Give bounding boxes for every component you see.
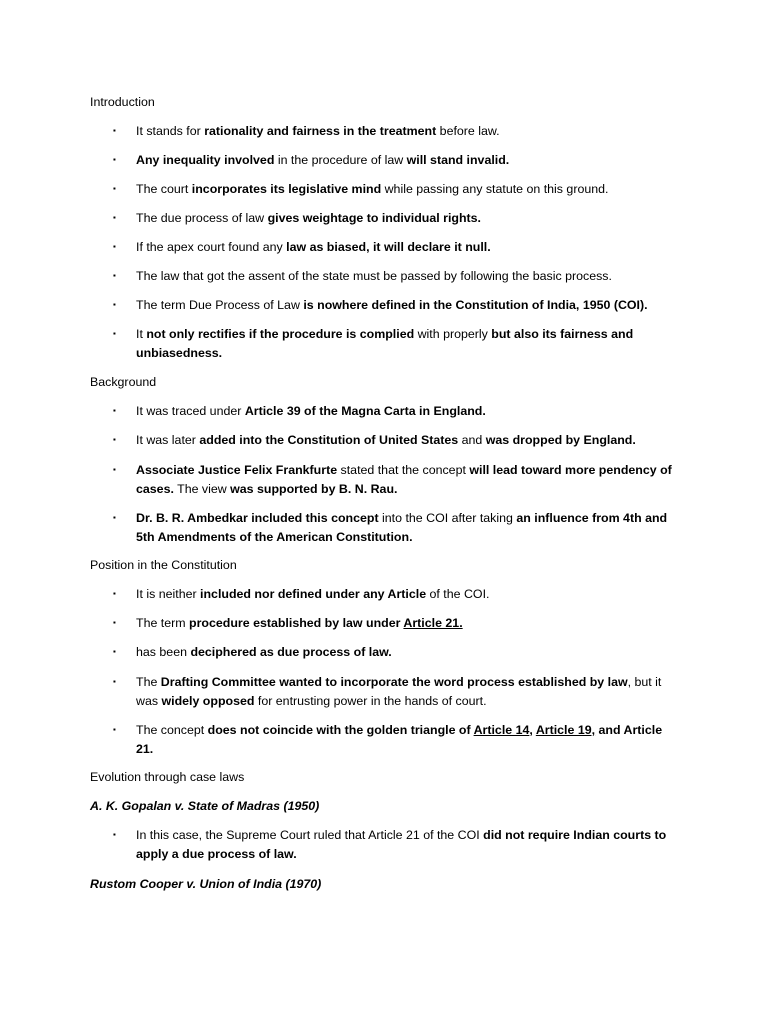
list-item-text [136, 643, 673, 662]
article-reference: Article 19, [535, 723, 596, 737]
plain-text: It was later [136, 433, 200, 447]
plain-text: In this case, the Supreme Court ruled that Article 21 of the COI [136, 828, 484, 842]
emphasis-text: Drafting Committee wanted to incorporate the word process established by law [160, 675, 628, 689]
bullet-icon: ▪ [113, 830, 116, 839]
list-item [113, 209, 673, 228]
list-item-text [136, 509, 673, 546]
list-item [113, 721, 673, 758]
section-heading-evolution: Evolution through case laws [90, 770, 245, 784]
plain-text: stated that the concept [337, 463, 470, 477]
list-item-text [136, 122, 673, 141]
emphasis-text: Associate Justice Felix Frankfurte [136, 463, 338, 477]
emphasis-text: gives weightage to individual rights. [267, 211, 481, 225]
list-item [113, 509, 673, 546]
emphasis-text: was dropped by England. [485, 433, 636, 447]
list-item-text [136, 180, 673, 199]
emphasis-text: was supported by B. N. Rau. [230, 481, 398, 496]
bullet-icon: ▪ [113, 618, 116, 627]
list-item [113, 122, 673, 141]
emphasis-text: and Article 21. [136, 723, 663, 756]
plain-text: while passing any statute on this ground. [381, 182, 609, 196]
bullet-icon: ▪ [113, 677, 116, 686]
plain-text: The law that got the assent of the state must be passed by following the basic process. [136, 269, 612, 283]
plain-text: The [136, 675, 161, 689]
list-item [113, 461, 673, 498]
bullet-icon: ▪ [113, 155, 116, 164]
plain-text: , but it was [136, 675, 662, 708]
plain-text: and [458, 433, 486, 447]
plain-text: The court [136, 182, 192, 196]
emphasis-text: but also its fairness and unbiasedness. [136, 327, 634, 360]
emphasis-text: Any inequality involved [136, 153, 275, 167]
emphasis-text: Dr. B. R. Ambedkar included this concept [136, 511, 379, 525]
list-item-text [136, 402, 673, 421]
section-heading-position: Position in the Constitution [90, 558, 237, 572]
plain-text: If the apex court found any [136, 240, 287, 254]
emphasis-text: is nowhere defined in the Constitution of India, 1950 (COI). [303, 298, 648, 312]
bullet-icon: ▪ [113, 435, 116, 444]
bullet-icon: ▪ [113, 465, 116, 474]
bullet-icon: ▪ [113, 300, 116, 309]
bullet-icon: ▪ [113, 647, 116, 656]
list-item [113, 180, 673, 199]
list-item [113, 296, 673, 315]
emphasis-text: widely opposed [161, 693, 255, 708]
plain-text: has been [136, 645, 191, 659]
list-item-text [136, 296, 673, 315]
plain-text: The view [173, 481, 231, 496]
case-title: A. K. Gopalan v. State of Madras (1950) [90, 799, 320, 813]
emphasis-text: will stand invalid. [406, 153, 510, 167]
emphasis-text: Article 39 of the Magna Carta in England. [244, 404, 486, 418]
plain-text: for entrusting power in the hands of court. [254, 693, 487, 708]
plain-text: of the COI. [426, 587, 490, 601]
plain-text: It is neither [136, 587, 201, 601]
bullet-icon: ▪ [113, 329, 116, 338]
section-heading-introduction: Introduction [90, 95, 155, 109]
emphasis-text: deciphered as due process of law. [190, 645, 392, 659]
list-item [113, 151, 673, 170]
case-title: Rustom Cooper v. Union of India (1970) [90, 877, 322, 891]
list-item-text [136, 461, 673, 498]
list-item-text [136, 585, 673, 604]
emphasis-text: added into the Constitution of United States [199, 433, 459, 447]
plain-text: It [136, 327, 147, 341]
emphasis-text: included nor defined under any Article [200, 587, 427, 601]
list-item [113, 267, 673, 286]
list-item [113, 325, 673, 362]
list-item [113, 431, 673, 450]
list-item [113, 585, 673, 604]
plain-text: The due process of law [136, 211, 268, 225]
bullet-icon: ▪ [113, 126, 116, 135]
bullet-icon: ▪ [113, 271, 116, 280]
plain-text: It stands for [136, 124, 205, 138]
list-item [113, 614, 673, 633]
article-reference: Article 14 [473, 723, 530, 737]
list-item-text [136, 431, 673, 450]
plain-text: before law. [436, 124, 500, 138]
bullet-icon: ▪ [113, 725, 116, 734]
emphasis-text: incorporates its legislative mind [191, 182, 382, 196]
list-item-text [136, 826, 673, 863]
plain-text: The term [136, 616, 190, 630]
article-reference: Article 21. [403, 616, 463, 630]
emphasis-text: law as biased, it will declare it null. [286, 240, 491, 254]
plain-text: The term Due Process of Law [136, 298, 304, 312]
emphasis-text: rationality and fairness in the treatment [204, 124, 437, 138]
plain-text: The concept [136, 723, 208, 737]
bullet-icon: ▪ [113, 513, 116, 522]
bullet-icon: ▪ [113, 242, 116, 251]
emphasis-text: does not coincide with the golden triangle of [207, 723, 474, 737]
list-item-text [136, 267, 673, 286]
list-item-text [136, 721, 673, 758]
list-item [113, 673, 673, 710]
list-item [113, 238, 673, 257]
bullet-icon: ▪ [113, 589, 116, 598]
plain-text: It was traced under [136, 404, 245, 418]
list-item-text [136, 151, 673, 170]
bullet-icon: ▪ [113, 406, 116, 415]
list-item [113, 402, 673, 421]
emphasis-text: an influence from 4th and 5th Amendments of the American Constitution. [136, 511, 668, 544]
list-item [113, 826, 673, 863]
section-heading-background: Background [90, 375, 157, 389]
bullet-icon: ▪ [113, 213, 116, 222]
plain-text: with properly [414, 327, 492, 341]
emphasis-text: did not require Indian courts to apply a due process of law. [136, 828, 667, 861]
emphasis-text: procedure established by law under [189, 616, 404, 630]
emphasis-text: , [529, 723, 536, 737]
list-item-text [136, 209, 673, 228]
plain-text: in the procedure of law [274, 153, 407, 167]
bullet-icon: ▪ [113, 184, 116, 193]
list-item-text [136, 614, 673, 633]
emphasis-text: will lead toward more pendency of cases. [136, 463, 672, 496]
list-item-text [136, 238, 673, 257]
emphasis-text: not only rectifies if the procedure is complied [146, 327, 415, 341]
list-item-text [136, 673, 673, 710]
list-item [113, 643, 673, 662]
plain-text: into the COI after taking [378, 511, 517, 525]
list-item-text [136, 325, 673, 362]
